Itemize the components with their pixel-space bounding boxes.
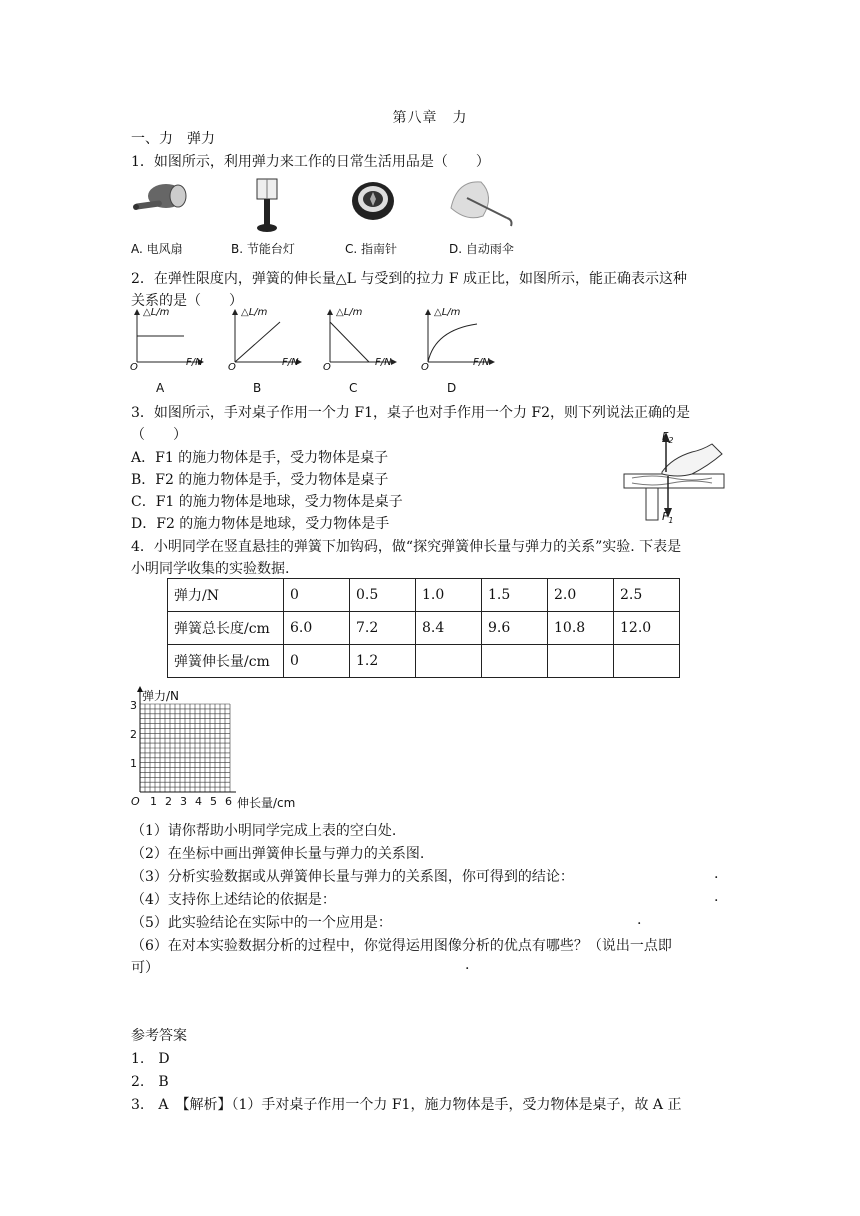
q2-label-d: D [447, 381, 457, 395]
table-cell: 1.5 [482, 579, 548, 612]
grid-xtick: 6 [225, 795, 232, 808]
answer-2: 2. B [131, 1074, 169, 1090]
table-cell [482, 645, 548, 678]
table-cell: 1.0 [416, 579, 482, 612]
grid-ytick: 3 [130, 699, 137, 712]
table-cell: 2.5 [614, 579, 680, 612]
grid-ytick: 1 [130, 757, 137, 770]
grid-xtick: 5 [210, 795, 217, 808]
compass-image [350, 179, 396, 223]
hair-dryer-image [128, 180, 188, 220]
q2-b-ylabel: △L/m [241, 307, 268, 318]
q4-sub-6-cont: 可） [131, 960, 159, 976]
table-cell: 9.6 [482, 612, 548, 645]
table-row [168, 612, 680, 645]
q2-d-origin: O [421, 362, 429, 373]
umbrella-image [447, 178, 519, 230]
q1-option-b: B. 节能台灯 [231, 242, 295, 256]
f2-label: $F_2$ [662, 430, 674, 446]
q1-option-c: C. 指南针 [345, 242, 398, 256]
table-cell: 10.8 [548, 612, 614, 645]
grid-xtick: 3 [180, 795, 187, 808]
q2-d-xlabel: F/N [473, 357, 490, 368]
q2-a-origin: O [130, 362, 138, 373]
q4-text-line2: 小明同学收集的实验数据. [131, 561, 290, 577]
q2-c-ylabel: △L/m [336, 307, 363, 318]
hand-table-image [622, 428, 728, 526]
q3-option-b: B．F2 的施力物体是手，受力物体是桌子 [131, 472, 389, 488]
table-cell: 2.0 [548, 579, 614, 612]
q1-option-a: A. 电风扇 [131, 242, 183, 256]
q2-d-ylabel: △L/m [434, 307, 461, 318]
q4-sub-1: （1）请你帮助小明同学完成上表的空白处. [131, 823, 397, 839]
table-cell: 7.2 [350, 612, 416, 645]
table-cell [416, 645, 482, 678]
q4-sub-5-dot: . [637, 912, 642, 928]
q2-b-origin: O [228, 362, 236, 373]
q2-label-c: C [349, 381, 358, 395]
q4-sub-6: （6）在对本实验数据分析的过程中，你觉得运用图像分析的优点有哪些？（说出一点即 [131, 938, 672, 954]
table-row [168, 645, 680, 678]
table-cell: 6.0 [284, 612, 350, 645]
section-heading: 一、力 弹力 [131, 131, 215, 147]
q2-text-line2: 关系的是（ ） [131, 293, 243, 309]
table-cell: 0 [284, 645, 350, 678]
grid-xtick: 4 [195, 795, 202, 808]
f1-label: $F_1$ [662, 510, 674, 526]
table-row [168, 579, 680, 612]
q2-a-xlabel: F/N [186, 357, 203, 368]
table-cell [548, 645, 614, 678]
table-cell: 1.2 [350, 645, 416, 678]
q4-text-line1: 4．小明同学在竖直悬挂的弹簧下加钩码，做“探究弹簧伸长量与弹力的关系”实验. 下表是 [131, 539, 682, 555]
q1-text: 1．如图所示，利用弹力来工作的日常生活用品是（ ） [131, 154, 490, 170]
answers-heading: 参考答案 [131, 1028, 187, 1044]
page-title: 第八章 力 [392, 110, 468, 126]
row-header: 弹力/N [168, 579, 284, 612]
q3-text-line2: （ ） [131, 427, 187, 443]
q4-sub-4: （4）支持你上述结论的依据是： [131, 892, 336, 908]
table-cell [614, 645, 680, 678]
row-header: 弹簧总长度/cm [168, 612, 284, 645]
q3-option-c: C．F1 的施力物体是地球，受力物体是桌子 [131, 494, 403, 510]
grid-xtick: 1 [150, 795, 157, 808]
grid-ytick: 2 [130, 728, 137, 741]
q3-option-a: A．F1 的施力物体是手，受力物体是桌子 [131, 450, 389, 466]
q2-c-xlabel: F/N [375, 357, 392, 368]
desk-lamp-image [252, 176, 282, 234]
data-table [167, 578, 680, 678]
answer-1: 1. D [131, 1051, 170, 1067]
q4-sub-2: （2）在坐标中画出弹簧伸长量与弹力的关系图. [131, 846, 425, 862]
q2-text-line1: 2．在弹性限度内，弹簧的伸长量△L 与受到的拉力 F 成正比，如图所示，能正确表示这种 [131, 271, 688, 287]
q2-label-a: A [156, 381, 165, 395]
row-header: 弹簧伸长量/cm [168, 645, 284, 678]
q4-sub-3: （3）分析实验数据或从弹簧伸长量与弹力的关系图，你可得到的结论： [131, 869, 574, 885]
table-cell: 12.0 [614, 612, 680, 645]
q2-b-xlabel: F/N [282, 357, 299, 368]
grid-xtick: 2 [165, 795, 172, 808]
answer-3: 3. A 【解析】（1）手对桌子作用一个力 F1，施力物体是手，受力物体是桌子，故 A 正 [131, 1097, 682, 1113]
q4-sub-6-dot: . [465, 957, 470, 973]
grid-xlabel: 伸长量/cm [237, 796, 296, 810]
q4-sub-4-dot: . [714, 889, 719, 905]
q3-option-d: D．F2 的施力物体是地球，受力物体是手 [131, 516, 390, 532]
table-cell: 8.4 [416, 612, 482, 645]
q2-label-b: B [253, 381, 262, 395]
grid-origin: O [131, 795, 140, 808]
q4-sub-5: （5）此实验结论在实际中的一个应用是： [131, 915, 392, 931]
grid-ylabel: 弹力/N [142, 689, 180, 703]
q2-a-ylabel: △L/m [143, 307, 170, 318]
q2-c-origin: O [323, 362, 331, 373]
q4-sub-3-dot: . [714, 866, 719, 882]
table-cell: 0.5 [350, 579, 416, 612]
q3-text-line1: 3．如图所示，手对桌子作用一个力 F1，桌子也对手作用一个力 F2，则下列说法正确的是 [131, 405, 691, 421]
table-cell: 0 [284, 579, 350, 612]
q1-option-d: D. 自动雨伞 [449, 242, 514, 256]
